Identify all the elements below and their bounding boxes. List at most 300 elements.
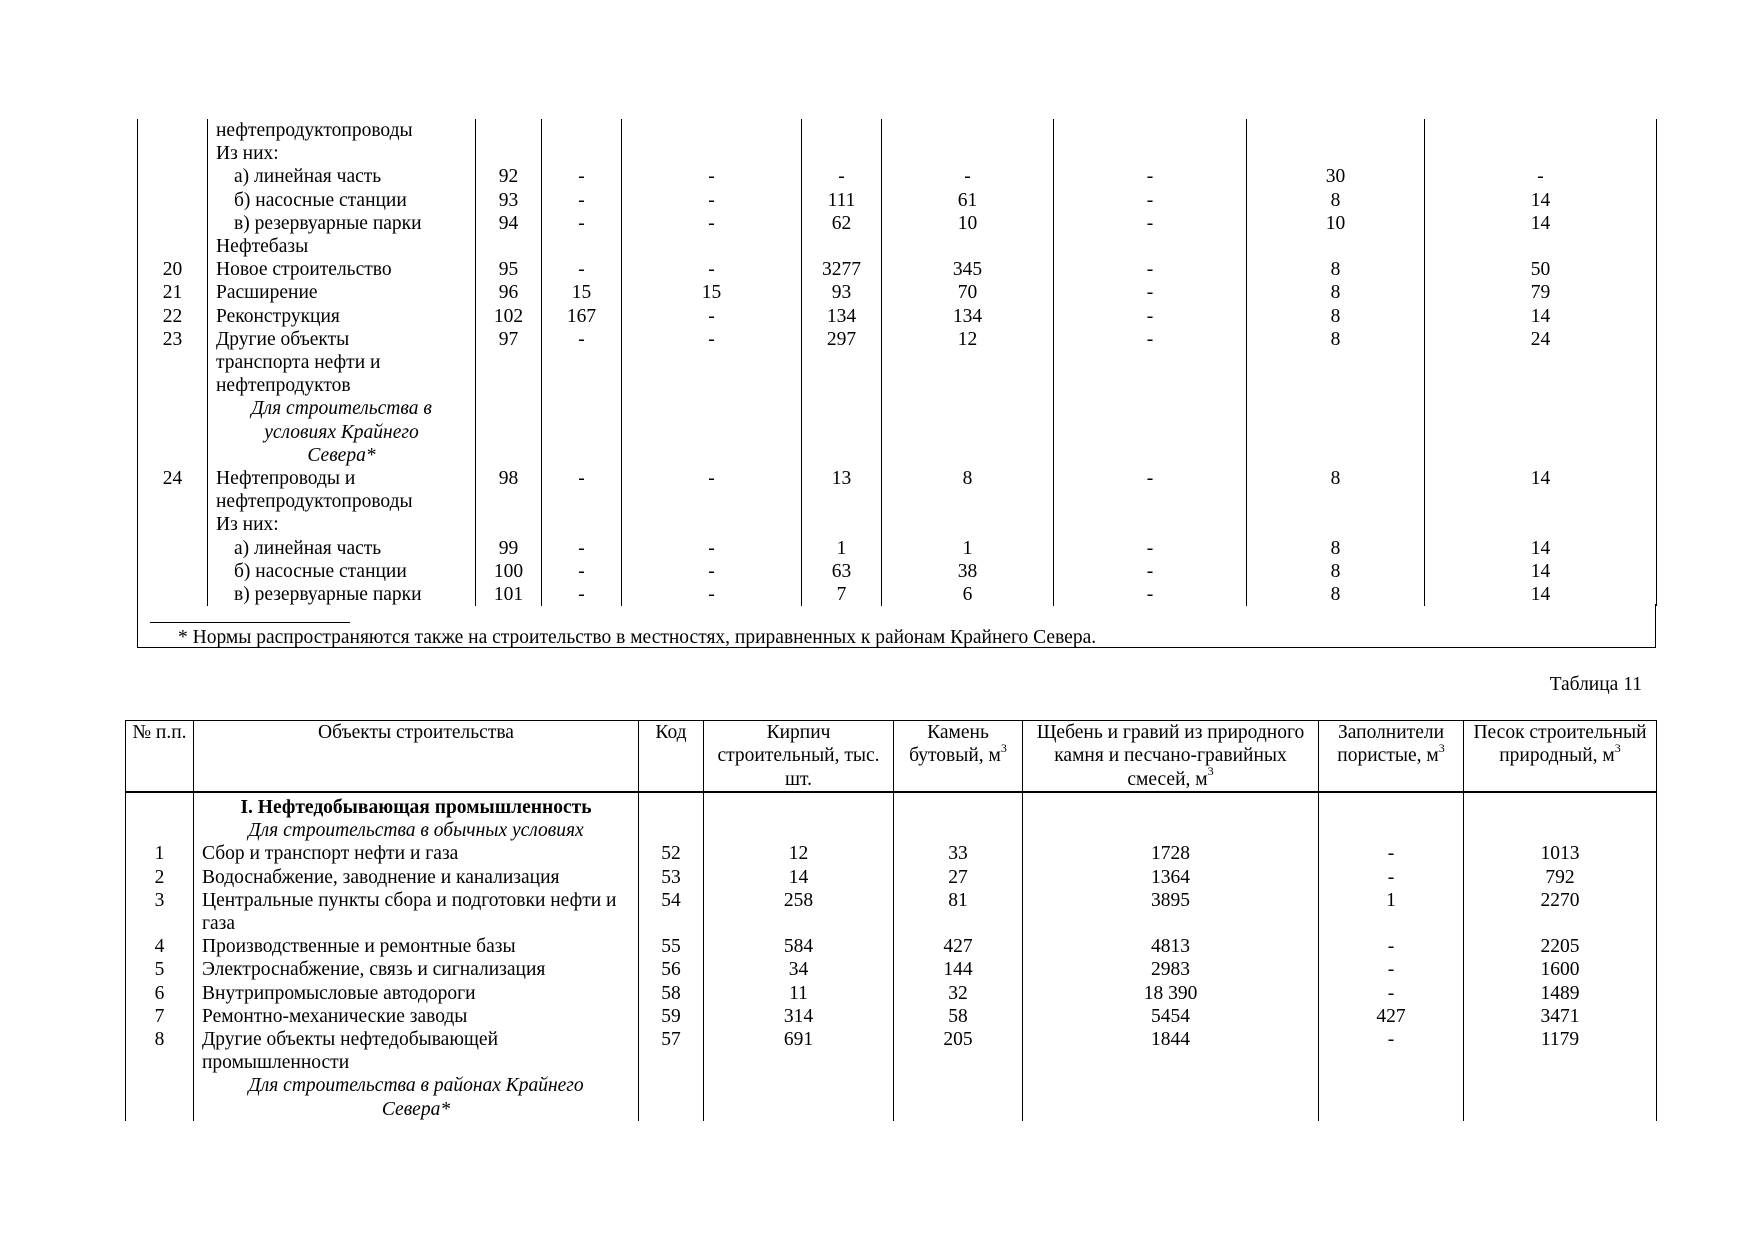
cell-c2: - <box>622 212 802 235</box>
cell-no: 22 <box>138 305 208 328</box>
cell-no <box>138 119 208 142</box>
cell-filler: - <box>1319 982 1464 1005</box>
cell-code: 97 <box>476 328 542 351</box>
footnote-text: * Нормы распространяются также на строительство в местностях, приравненных к районам Крайнего Севера. <box>178 627 1097 648</box>
cell-sand: 1013 <box>1464 842 1657 865</box>
cell-code: 58 <box>639 982 704 1005</box>
cell-c6 <box>1247 374 1425 397</box>
cell-c6: 30 <box>1247 165 1425 188</box>
cell-stone: 58 <box>894 1005 1023 1028</box>
header-brick: Кирпич строительный, тыс. шт. <box>704 721 894 793</box>
cell-sand: 2270 <box>1464 889 1657 935</box>
cell-c3: 297 <box>802 328 882 351</box>
cell-no: 7 <box>126 1005 194 1028</box>
cell-c1 <box>542 142 622 165</box>
cell-name: б) насосные станции <box>208 189 476 212</box>
cell-c5: - <box>1054 305 1247 328</box>
table-row <box>138 305 1657 328</box>
cell-name: Нефтебазы <box>208 235 476 258</box>
cell-empty <box>476 397 542 467</box>
cell-no <box>138 397 208 467</box>
subsection-row <box>126 1074 1657 1120</box>
cell-name: Водоснабжение, заводнение и канализация <box>194 866 639 889</box>
cell-name: Другие объекты <box>208 328 476 351</box>
cell-c3 <box>802 490 882 513</box>
table-row <box>126 982 1657 1005</box>
table-row <box>138 513 1657 536</box>
section-row <box>126 792 1657 819</box>
cell-name: нефтепродуктопроводы <box>208 119 476 142</box>
cell-no <box>138 142 208 165</box>
cell-c7: 14 <box>1425 305 1657 328</box>
cell-brick: 258 <box>704 889 894 935</box>
cell-code <box>476 119 542 142</box>
cell-no <box>138 165 208 188</box>
cell-c1 <box>542 374 622 397</box>
table-11 <box>125 720 1657 1121</box>
cell-c2: - <box>622 189 802 212</box>
table-row <box>138 374 1657 397</box>
table-row <box>138 490 1657 513</box>
cell-sand: 3471 <box>1464 1005 1657 1028</box>
cell-empty <box>622 397 802 467</box>
cell-c6: 8 <box>1247 583 1425 606</box>
table-row <box>126 889 1657 935</box>
cell-name: Производственные и ремонтные базы <box>194 935 639 958</box>
subsection-row <box>126 819 1657 842</box>
cell-c1 <box>542 351 622 374</box>
cell-code <box>476 374 542 397</box>
cell-no: 4 <box>126 935 194 958</box>
cell-name: Электроснабжение, связь и сигнализация <box>194 958 639 981</box>
cell-code <box>476 235 542 258</box>
cell-empty <box>639 1074 704 1120</box>
table-row <box>126 958 1657 981</box>
cell-c2: - <box>622 537 802 560</box>
cell-empty <box>894 1074 1023 1120</box>
cell-filler: 427 <box>1319 1005 1464 1028</box>
cell-c1 <box>542 513 622 536</box>
table-row <box>138 189 1657 212</box>
cell-c7 <box>1425 513 1657 536</box>
cell-empty <box>1054 397 1247 467</box>
cell-c1: 167 <box>542 305 622 328</box>
cell-filler: 1 <box>1319 889 1464 935</box>
cell-c2: 15 <box>622 281 802 304</box>
table-row <box>138 119 1657 142</box>
cell-c6: 8 <box>1247 328 1425 351</box>
cell-c4: - <box>882 165 1054 188</box>
footnote-rule <box>150 622 350 623</box>
cell-code: 56 <box>639 958 704 981</box>
cell-no <box>138 583 208 606</box>
cell-sand: 1489 <box>1464 982 1657 1005</box>
cell-code: 101 <box>476 583 542 606</box>
cell-brick: 14 <box>704 866 894 889</box>
table-row <box>138 235 1657 258</box>
header-code: Код <box>639 721 704 793</box>
table-row <box>126 866 1657 889</box>
cell-name: Внутрипромысловые автодороги <box>194 982 639 1005</box>
cell-c7: 14 <box>1425 212 1657 235</box>
cell-c6: 8 <box>1247 560 1425 583</box>
cell-brick: 584 <box>704 935 894 958</box>
cell-sand: 2205 <box>1464 935 1657 958</box>
cell-name: Из них: <box>208 142 476 165</box>
cell-c4: 10 <box>882 212 1054 235</box>
cell-c5 <box>1054 513 1247 536</box>
cell-no <box>138 235 208 258</box>
cell-code: 57 <box>639 1028 704 1074</box>
cell-gravel: 4813 <box>1023 935 1319 958</box>
subsection-north: Для строительства в районах Крайнего Севера* <box>194 1074 639 1120</box>
subsection-row <box>138 397 1657 467</box>
cell-c1: - <box>542 537 622 560</box>
cell-filler: - <box>1319 935 1464 958</box>
cell-c2 <box>622 513 802 536</box>
cell-name: в) резервуарные парки <box>208 583 476 606</box>
cell-c6: 8 <box>1247 189 1425 212</box>
table-row <box>126 1005 1657 1028</box>
cell-empty <box>802 397 882 467</box>
cell-code: 99 <box>476 537 542 560</box>
table-row <box>126 1028 1657 1074</box>
cell-filler: - <box>1319 958 1464 981</box>
cell-c7: 14 <box>1425 537 1657 560</box>
cell-c4: 8 <box>882 467 1054 490</box>
cell-c1: - <box>542 212 622 235</box>
cell-no: 1 <box>126 842 194 865</box>
cell-c7 <box>1425 490 1657 513</box>
cell-c6: 8 <box>1247 467 1425 490</box>
cell-name: Сбор и транспорт нефти и газа <box>194 842 639 865</box>
cell-code: 100 <box>476 560 542 583</box>
table-11-body <box>126 792 1657 1121</box>
cell-c1 <box>542 119 622 142</box>
cell-c2: - <box>622 467 802 490</box>
cell-code: 55 <box>639 935 704 958</box>
cell-c6 <box>1247 119 1425 142</box>
cell-code <box>476 490 542 513</box>
cell-c7 <box>1425 235 1657 258</box>
cell-c7 <box>1425 374 1657 397</box>
cell-no <box>138 189 208 212</box>
table-row <box>138 258 1657 281</box>
table-continuation-body <box>138 119 1657 606</box>
cell-sand: 792 <box>1464 866 1657 889</box>
cell-c4: 38 <box>882 560 1054 583</box>
cell-no: 6 <box>126 982 194 1005</box>
cell-name: Нефтепроводы и <box>208 467 476 490</box>
cell-code <box>476 142 542 165</box>
cell-name: Новое строительство <box>208 258 476 281</box>
table-row <box>138 537 1657 560</box>
cell-c7: 14 <box>1425 583 1657 606</box>
cell-c1: - <box>542 560 622 583</box>
cell-empty <box>704 1074 894 1120</box>
cell-c1: - <box>542 583 622 606</box>
cell-code: 53 <box>639 866 704 889</box>
cell-c7: 14 <box>1425 467 1657 490</box>
cell-c2: - <box>622 258 802 281</box>
cell-c2: - <box>622 583 802 606</box>
cell-c3 <box>802 119 882 142</box>
cell-code: 54 <box>639 889 704 935</box>
cell-name: а) линейная часть <box>208 165 476 188</box>
cell-c4: 70 <box>882 281 1054 304</box>
table-continuation <box>137 119 1657 606</box>
header-stone: Камень бутовый, $м^3$ <box>894 721 1023 793</box>
cell-name: а) линейная часть <box>208 537 476 560</box>
cell-c1: - <box>542 165 622 188</box>
cell-c7: 14 <box>1425 189 1657 212</box>
cell-c6 <box>1247 490 1425 513</box>
cell-c1: - <box>542 258 622 281</box>
cell-c5: - <box>1054 189 1247 212</box>
cell-code: 94 <box>476 212 542 235</box>
cell-brick: 691 <box>704 1028 894 1074</box>
cell-c4 <box>882 119 1054 142</box>
table-row <box>138 351 1657 374</box>
cell-brick: 34 <box>704 958 894 981</box>
cell-no <box>138 537 208 560</box>
cell-c2: - <box>622 305 802 328</box>
cell-c5 <box>1054 235 1247 258</box>
cell-c5: - <box>1054 537 1247 560</box>
section-title: I. Нефтедобывающая промышленность <box>194 792 639 819</box>
cell-code <box>476 351 542 374</box>
cell-name: Другие объекты нефтедобывающей промышленности <box>194 1028 639 1074</box>
cell-empty <box>1464 1074 1657 1120</box>
cell-filler: - <box>1319 842 1464 865</box>
cell-name: транспорта нефти и <box>208 351 476 374</box>
cell-c7: - <box>1425 165 1657 188</box>
cell-code: 92 <box>476 165 542 188</box>
cell-c2 <box>622 490 802 513</box>
cell-no: 2 <box>126 866 194 889</box>
cell-c1: - <box>542 328 622 351</box>
header-filler: Заполнители пористые, $м^3$ <box>1319 721 1464 793</box>
cell-c6: 8 <box>1247 258 1425 281</box>
cell-c2 <box>622 374 802 397</box>
header-gravel: Щебень и гравий из природного камня и песчано-гравийных смесей, $м^3$ <box>1023 721 1319 793</box>
cell-c3: 1 <box>802 537 882 560</box>
cell-gravel: 18 390 <box>1023 982 1319 1005</box>
cell-empty <box>882 397 1054 467</box>
cell-c3 <box>802 235 882 258</box>
table-row <box>138 560 1657 583</box>
cell-c1: 15 <box>542 281 622 304</box>
cell-c7 <box>1425 351 1657 374</box>
cell-c3: 111 <box>802 189 882 212</box>
cell-c4: 6 <box>882 583 1054 606</box>
cell-stone: 427 <box>894 935 1023 958</box>
cell-no <box>126 1074 194 1120</box>
cell-c6 <box>1247 142 1425 165</box>
cell-stone: 27 <box>894 866 1023 889</box>
cell-c3: 63 <box>802 560 882 583</box>
cell-c2: - <box>622 328 802 351</box>
cell-no: 5 <box>126 958 194 981</box>
cell-c5: - <box>1054 467 1247 490</box>
cell-c4 <box>882 351 1054 374</box>
cell-c3: 13 <box>802 467 882 490</box>
cell-c4 <box>882 374 1054 397</box>
table-header-row <box>126 721 1657 793</box>
cell-no: 8 <box>126 1028 194 1074</box>
cell-c4 <box>882 490 1054 513</box>
cell-c6 <box>1247 235 1425 258</box>
cell-c4 <box>882 513 1054 536</box>
cell-c6: 10 <box>1247 212 1425 235</box>
cell-c1 <box>542 235 622 258</box>
table-row <box>138 165 1657 188</box>
cell-c1 <box>542 490 622 513</box>
cell-name: б) насосные станции <box>208 560 476 583</box>
cell-c5: - <box>1054 560 1247 583</box>
table-row <box>126 935 1657 958</box>
footnote-area <box>137 604 1656 648</box>
cell-code: 93 <box>476 189 542 212</box>
subsection-north: Для строительства в условиях Крайнего Севера* <box>208 397 476 467</box>
cell-c2 <box>622 351 802 374</box>
cell-stone: 81 <box>894 889 1023 935</box>
cell-c3 <box>802 351 882 374</box>
cell-no <box>138 513 208 536</box>
cell-c7: 50 <box>1425 258 1657 281</box>
cell-c6 <box>1247 513 1425 536</box>
cell-sand: 1600 <box>1464 958 1657 981</box>
cell-name: Ремонтно-механические заводы <box>194 1005 639 1028</box>
cell-c3 <box>802 142 882 165</box>
table-caption: Таблица 11 <box>1549 674 1642 695</box>
header-name: Объекты строительства <box>194 721 639 793</box>
cell-c7: 79 <box>1425 281 1657 304</box>
cell-filler: - <box>1319 866 1464 889</box>
cell-c5: - <box>1054 328 1247 351</box>
cell-c3 <box>802 374 882 397</box>
cell-gravel: 1364 <box>1023 866 1319 889</box>
cell-no <box>138 351 208 374</box>
cell-sand: 1179 <box>1464 1028 1657 1074</box>
cell-c5 <box>1054 142 1247 165</box>
cell-c5 <box>1054 119 1247 142</box>
cell-name: Из них: <box>208 513 476 536</box>
cell-c2 <box>622 235 802 258</box>
cell-c7 <box>1425 119 1657 142</box>
cell-empty <box>1425 397 1657 467</box>
cell-gravel: 1844 <box>1023 1028 1319 1074</box>
cell-gravel: 5454 <box>1023 1005 1319 1028</box>
cell-no <box>138 490 208 513</box>
cell-c4: 61 <box>882 189 1054 212</box>
cell-c6: 8 <box>1247 537 1425 560</box>
cell-c6: 8 <box>1247 281 1425 304</box>
cell-stone: 33 <box>894 842 1023 865</box>
cell-empty <box>1023 1074 1319 1120</box>
cell-code: 96 <box>476 281 542 304</box>
cell-c3 <box>802 513 882 536</box>
cell-gravel: 3895 <box>1023 889 1319 935</box>
header-no: № п.п. <box>126 721 194 793</box>
cell-gravel: 2983 <box>1023 958 1319 981</box>
table-row <box>126 842 1657 865</box>
cell-c2: - <box>622 560 802 583</box>
cell-c4: 345 <box>882 258 1054 281</box>
cell-c6 <box>1247 351 1425 374</box>
cell-empty <box>1319 1074 1464 1120</box>
cell-c7: 14 <box>1425 560 1657 583</box>
table-row <box>138 328 1657 351</box>
cell-stone: 32 <box>894 982 1023 1005</box>
cell-filler: - <box>1319 1028 1464 1074</box>
cell-c3: 62 <box>802 212 882 235</box>
cell-c5: - <box>1054 165 1247 188</box>
cell-no: 21 <box>138 281 208 304</box>
cell-c7 <box>1425 142 1657 165</box>
table-row <box>138 583 1657 606</box>
cell-c3: 7 <box>802 583 882 606</box>
cell-brick: 11 <box>704 982 894 1005</box>
cell-code: 59 <box>639 1005 704 1028</box>
cell-code: 102 <box>476 305 542 328</box>
cell-c3: 134 <box>802 305 882 328</box>
cell-name: Реконструкция <box>208 305 476 328</box>
cell-c3: 93 <box>802 281 882 304</box>
cell-code: 98 <box>476 467 542 490</box>
cell-code: 95 <box>476 258 542 281</box>
cell-c2 <box>622 142 802 165</box>
cell-no <box>138 560 208 583</box>
table-row <box>138 142 1657 165</box>
cell-c6: 8 <box>1247 305 1425 328</box>
cell-name: нефтепродуктов <box>208 374 476 397</box>
cell-c7: 24 <box>1425 328 1657 351</box>
cell-c4 <box>882 235 1054 258</box>
cell-c4: 134 <box>882 305 1054 328</box>
cell-no: 3 <box>126 889 194 935</box>
cell-name: нефтепродуктопроводы <box>208 490 476 513</box>
cell-gravel: 1728 <box>1023 842 1319 865</box>
cell-no: 24 <box>138 467 208 490</box>
cell-c5: - <box>1054 583 1247 606</box>
cell-c5 <box>1054 351 1247 374</box>
cell-code: 52 <box>639 842 704 865</box>
cell-c4: 1 <box>882 537 1054 560</box>
cell-no <box>138 374 208 397</box>
cell-c5: - <box>1054 281 1247 304</box>
cell-stone: 205 <box>894 1028 1023 1074</box>
cell-c1: - <box>542 189 622 212</box>
cell-name: Центральные пункты сбора и подготовки нефти и газа <box>194 889 639 935</box>
cell-name: Расширение <box>208 281 476 304</box>
table-row <box>138 212 1657 235</box>
cell-c3: 3277 <box>802 258 882 281</box>
cell-c2 <box>622 119 802 142</box>
cell-brick: 12 <box>704 842 894 865</box>
table-row <box>138 467 1657 490</box>
cell-c2: - <box>622 165 802 188</box>
cell-c3: - <box>802 165 882 188</box>
cell-c5: - <box>1054 258 1247 281</box>
cell-empty <box>542 397 622 467</box>
cell-c4: 12 <box>882 328 1054 351</box>
cell-c1: - <box>542 467 622 490</box>
cell-no: 23 <box>138 328 208 351</box>
cell-c5 <box>1054 490 1247 513</box>
cell-code <box>476 513 542 536</box>
cell-name: в) резервуарные парки <box>208 212 476 235</box>
